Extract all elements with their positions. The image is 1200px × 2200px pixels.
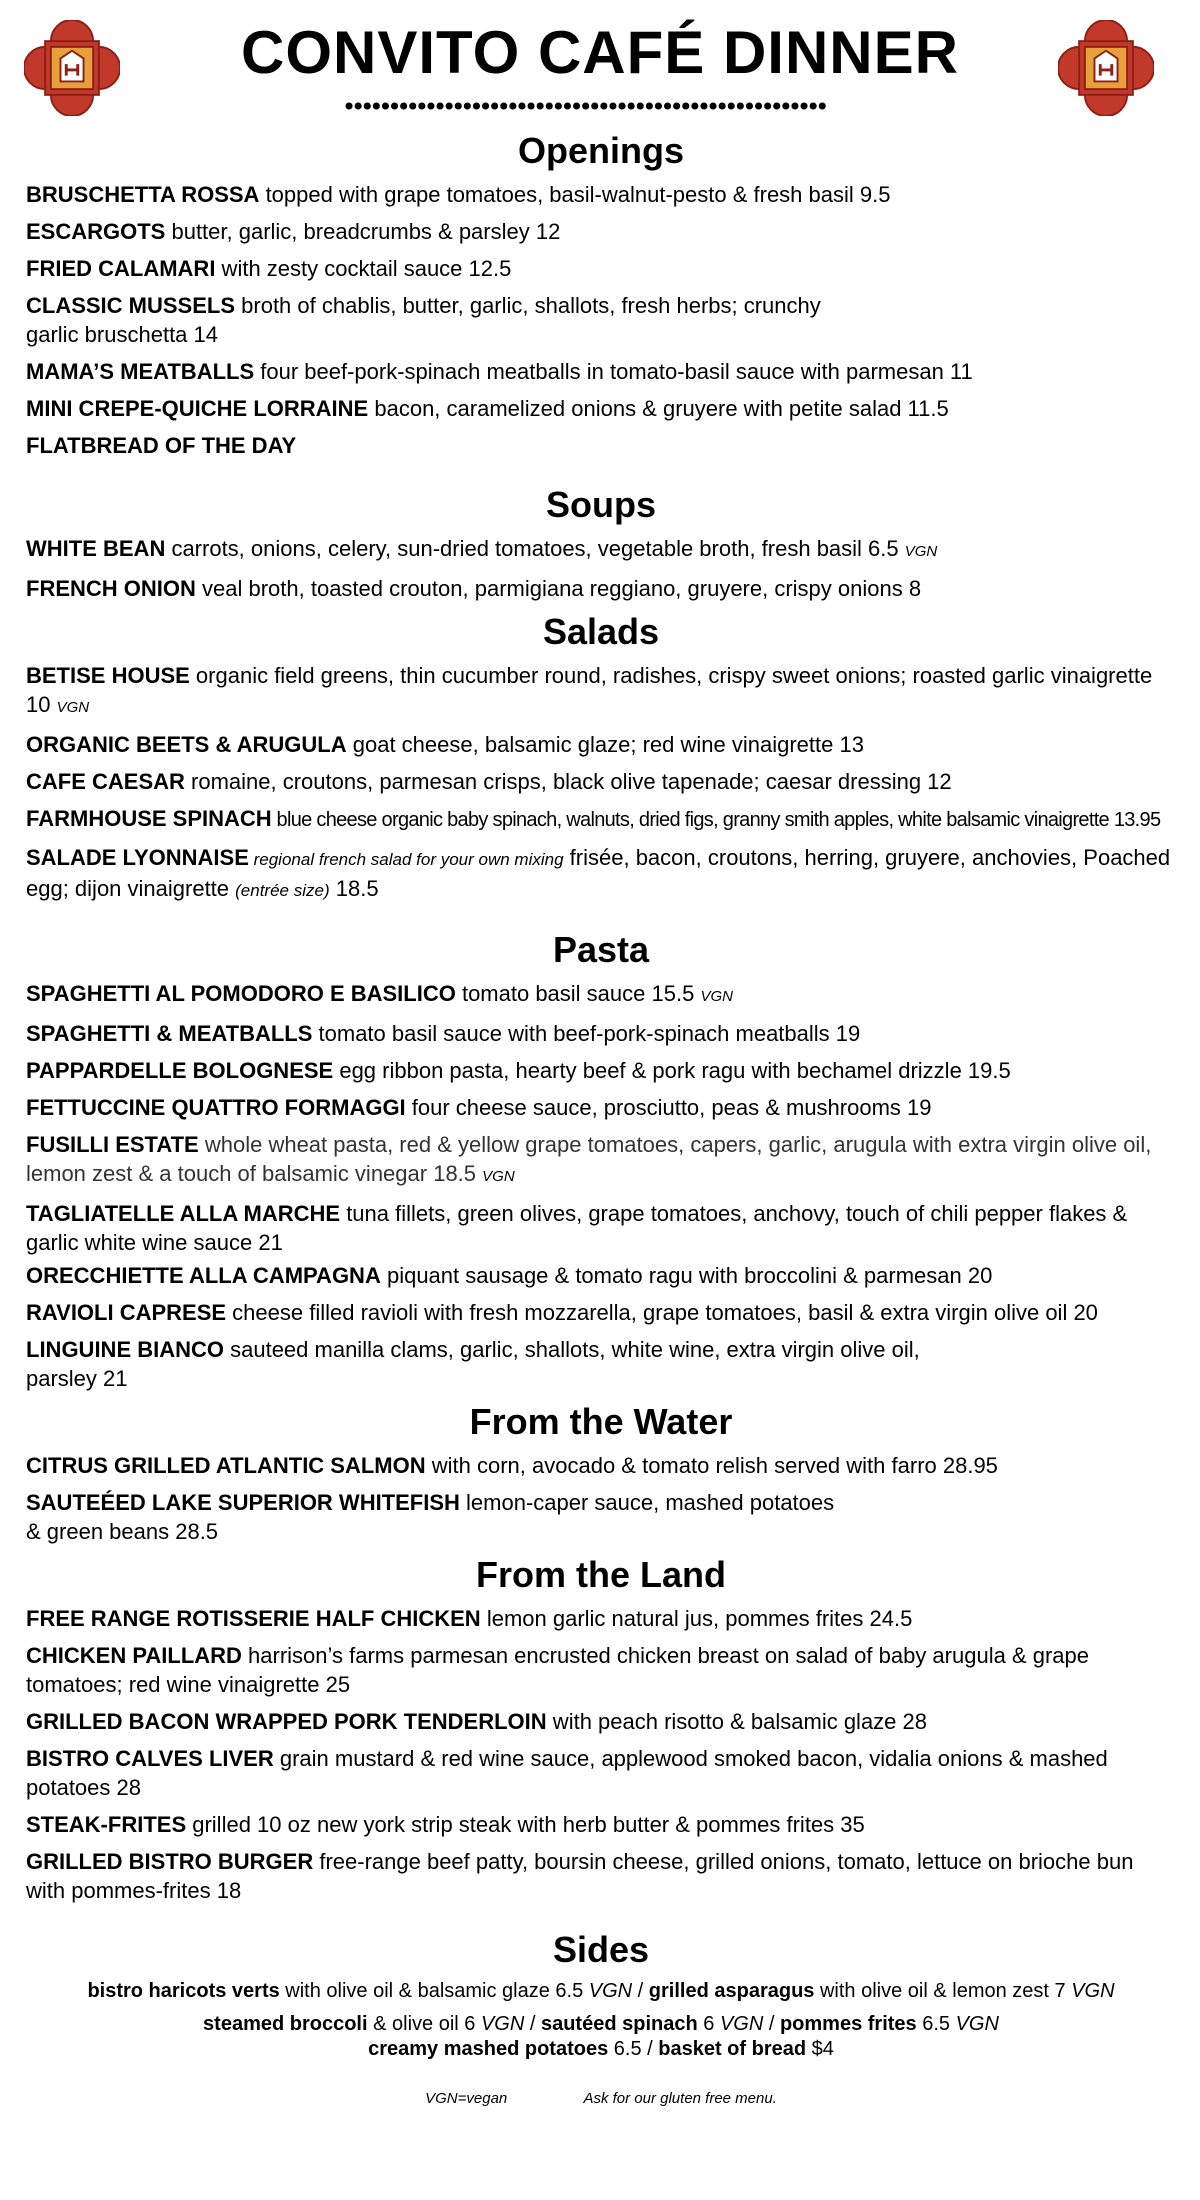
menu-item: BRUSCHETTA ROSSA topped with grape tomatoes, basil-walnut-pesto & fresh basil 9.5: [26, 182, 891, 207]
menu-item: GRILLED BISTRO BURGER free-range beef patty, boursin cheese, grilled onions, tomato, lettuce on brioche bun with pommes-frites 18: [26, 1849, 1134, 1903]
menu-item: TAGLIATELLE ALLA MARCHE tuna fillets, green olives, grape tomatoes, anchovy, touch of chili pepper flakes & garlic white wine sauce 21: [26, 1201, 1128, 1255]
menu-item: MAMA’S MEATBALLS four beef-pork-spinach meatballs in tomato-basil sauce with parmesan 11: [26, 359, 973, 384]
menu-item: FRENCH ONION veal broth, toasted crouton, parmigiana reggiano, gruyere, crispy onions 8: [26, 576, 922, 601]
menu-item: CAFE CAESAR romaine, croutons, parmesan crisps, black olive tapenade; caesar dressing 12: [26, 769, 952, 794]
menu-header: [0, 0, 1200, 120]
menu-item: SAUTEÉED LAKE SUPERIOR WHITEFISH lemon-caper sauce, mashed potatoes & green beans 28.5: [26, 1490, 835, 1544]
sides-line: steamed broccoli & olive oil 6 VGN / sautéed spinach 6 VGN / pommes frites 6.5 VGN: [203, 2013, 999, 2035]
menu-item: RAVIOLI CAPRESE cheese filled ravioli with fresh mozzarella, grape tomatoes, basil & extra virgin olive oil 20: [26, 1300, 1098, 1325]
sides-list: [26, 1979, 1176, 2062]
vegan-tag: VGN: [482, 1168, 515, 1185]
vegan-tag: VGN: [56, 699, 90, 716]
menu-item: PAPPARDELLE BOLOGNESE egg ribbon pasta, hearty beef & pork ragu with bechamel drizzle 19.5: [26, 1058, 1011, 1083]
section-title-water: From the Water: [469, 1401, 733, 1442]
menu-item: SALADE LYONNAISE regional french salad for your own mixing frisée, bacon, croutons, herring, gruyere, anchovies, Poached egg; dijon vinaigrette (entrée size) 18.5: [26, 845, 1171, 901]
section-title-openings: Openings: [517, 130, 684, 171]
menu-item: STEAK-FRITES grilled 10 oz new york strip steak with herb butter & pommes frites 35: [26, 1812, 865, 1837]
menu-item: FRIED CALAMARI with zesty cocktail sauce 12.5: [26, 256, 512, 281]
menu-item: ESCARGOTS butter, garlic, breadcrumbs & parsley 12: [26, 219, 561, 244]
page-title: CONVITO CAFÉ DINNER: [241, 19, 959, 86]
vegan-tag: VGN: [700, 988, 733, 1005]
menu-item: GRILLED BACON WRAPPED PORK TENDERLOIN with peach risotto & balsamic glaze 28: [26, 1709, 927, 1734]
section-title-land: From the Land: [476, 1554, 726, 1595]
menu-item: CLASSIC MUSSELS broth of chablis, butter, garlic, shallots, fresh herbs; crunchy garlic bruschetta 14: [26, 293, 821, 347]
menu-item: BISTRO CALVES LIVER grain mustard & red wine sauce, applewood smoked bacon, vidalia onions & mashed potatoes 28: [26, 1746, 1108, 1800]
sides-line: bistro haricots verts with olive oil & balsamic glaze 6.5 VGN / grilled asparagus with olive oil & lemon zest 7 VGN: [87, 1980, 1115, 2002]
menu-item: LINGUINE BIANCO sauteed manilla clams, garlic, shallots, white wine, extra virgin olive oil, parsley 21: [26, 1337, 920, 1391]
section-title-soups: Soups: [545, 484, 656, 525]
vegan-tag: VGN: [904, 543, 938, 560]
menu-item: FETTUCCINE QUATTRO FORMAGGI four cheese sauce, prosciutto, peas & mushrooms 19: [26, 1095, 932, 1120]
dotted-divider: [345, 100, 835, 112]
menu-item: WHITE BEAN carrots, onions, celery, sun-dried tomatoes, vegetable broth, fresh basil 6.5 VGN: [26, 536, 938, 561]
menu-item: CHICKEN PAILLARD harrison’s farms parmesan encrusted chicken breast on salad of baby arugula & grape tomatoes; red wine vinaigrette 25: [26, 1643, 1089, 1697]
menu-content: [26, 124, 1176, 2107]
section-title-sides: Sides: [552, 1929, 650, 1970]
vegan-legend: VGN=vegan: [425, 2090, 508, 2107]
section-title-salads: Salads: [542, 611, 660, 652]
menu-item: FUSILLI ESTATE whole wheat pasta, red & yellow grape tomatoes, capers, garlic, arugula with extra virgin olive oil, lemon zest & a touch of balsamic vinegar 18.5 VGN: [26, 1132, 1152, 1186]
crest-logo-icon: [1058, 20, 1154, 116]
menu-item: FARMHOUSE SPINACH blue cheese organic baby spinach, walnuts, dried figs, granny smith apples, white balsamic vinaigrette 13.95: [26, 806, 1161, 831]
menu-item: FREE RANGE ROTISSERIE HALF CHICKEN lemon garlic natural jus, pommes frites 24.5: [26, 1606, 913, 1631]
sides-line: creamy mashed potatoes 6.5 / basket of bread $4: [368, 2038, 834, 2060]
gluten-free-note: Ask for our gluten free menu.: [583, 2090, 777, 2107]
menu-item: ORGANIC BEETS & ARUGULA goat cheese, balsamic glaze; red wine vinaigrette 13: [26, 732, 864, 757]
menu-item: BETISE HOUSE organic field greens, thin cucumber round, radishes, crispy sweet onions; roasted garlic vinaigrette 10 VGN: [26, 663, 1153, 717]
menu-item: SPAGHETTI AL POMODORO E BASILICO tomato basil sauce 15.5 VGN: [26, 981, 733, 1006]
section-title-pasta: Pasta: [552, 929, 650, 970]
menu-item: MINI CREPE-QUICHE LORRAINE bacon, caramelized onions & gruyere with petite salad 11.5: [26, 396, 949, 421]
menu-item: FLATBREAD OF THE DAY: [26, 433, 297, 458]
menu-item: ORECCHIETTE ALLA CAMPAGNA piquant sausage & tomato ragu with broccolini & parmesan 20: [26, 1263, 993, 1288]
menu-item: SPAGHETTI & MEATBALLS tomato basil sauce with beef-pork-spinach meatballs 19: [26, 1021, 861, 1046]
menu-item: CITRUS GRILLED ATLANTIC SALMON with corn, avocado & tomato relish served with farro 28.95: [26, 1453, 998, 1478]
menu-footer: [26, 2090, 1176, 2107]
